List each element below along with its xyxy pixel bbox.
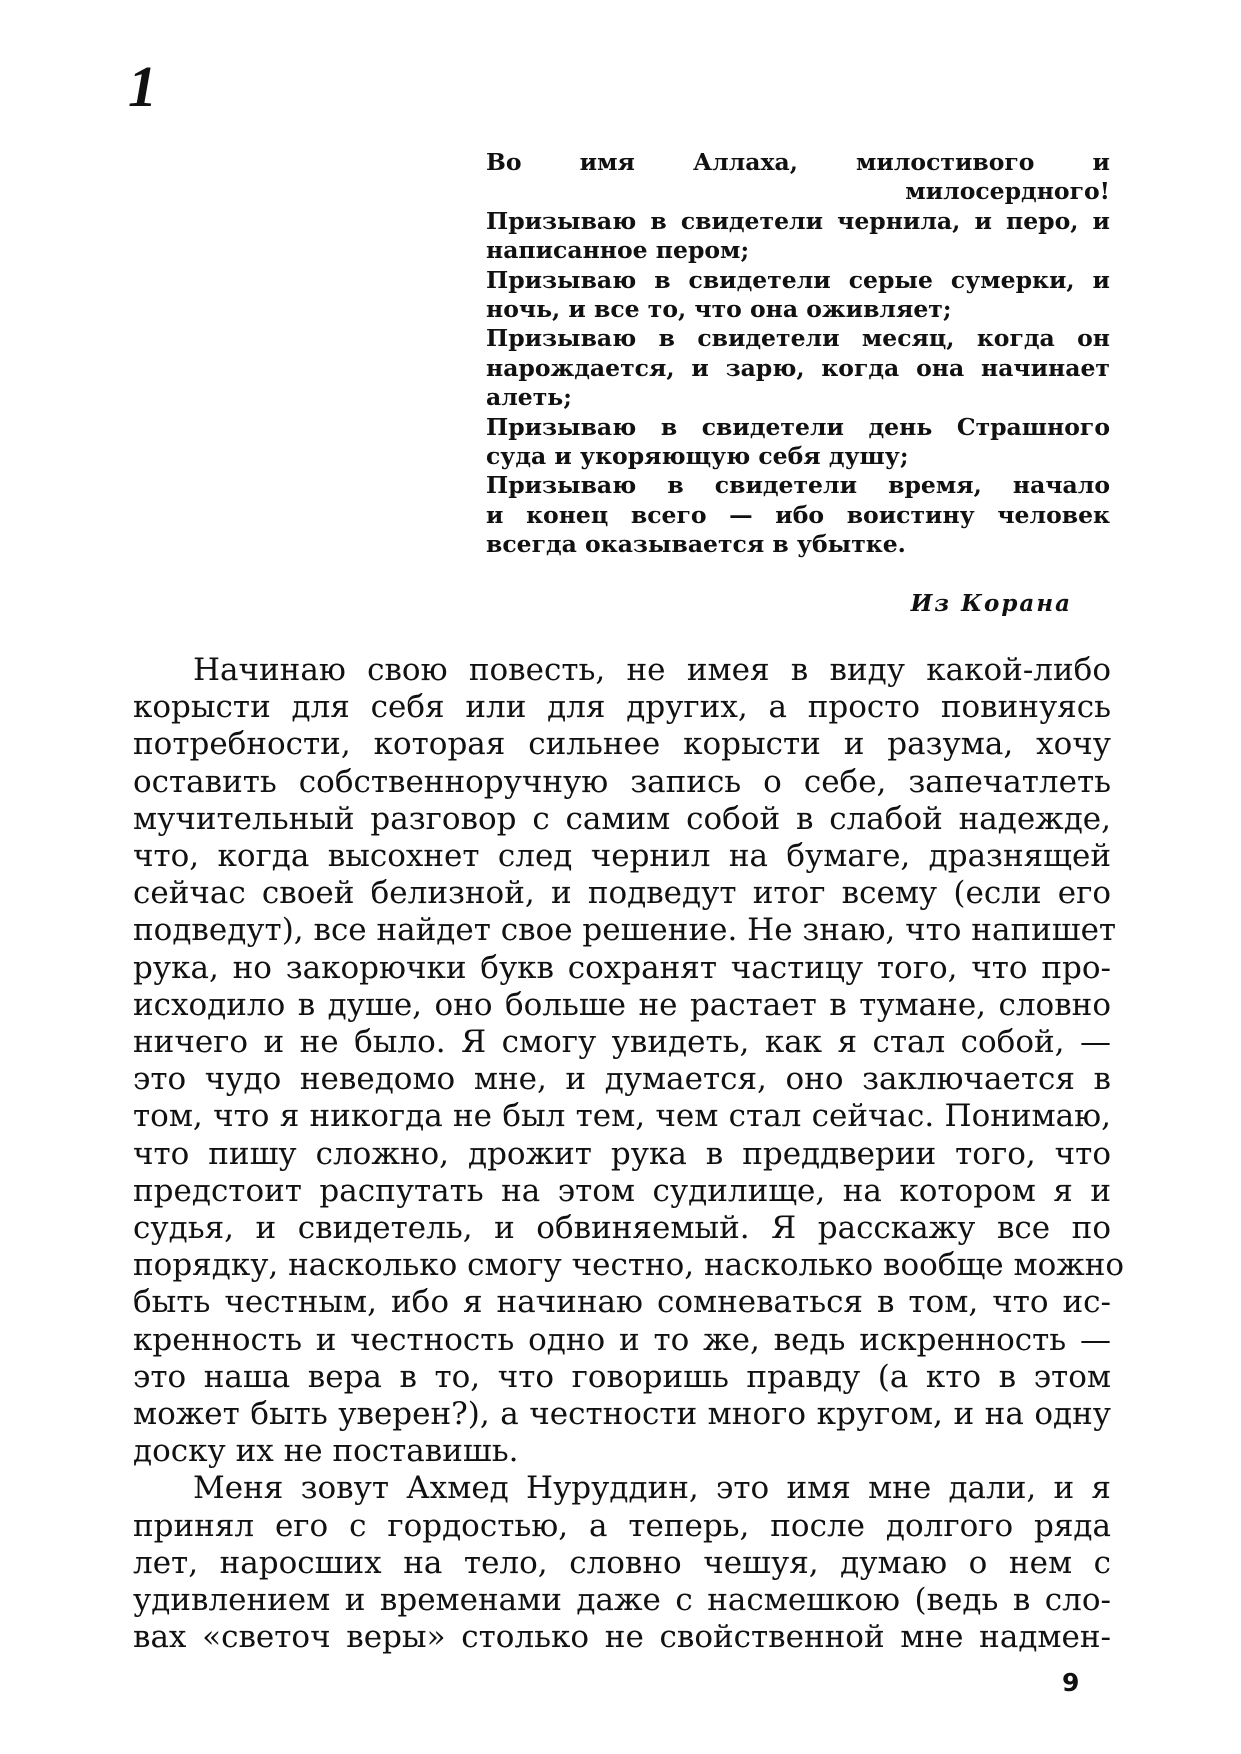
page-number: 9 [1062,1668,1080,1697]
text-line: рука, но закорючки букв сохранят частицу того, что про- [133,949,1111,986]
text-line: удивлением и временами даже с насмешкою (ведь в сло- [133,1582,1111,1619]
text-line: это наша вера в то, что говоришь правду (а кто в этом [133,1358,1111,1395]
paragraph [133,1470,1111,1656]
epigraph-line: Призываю в свидетели день Страшного [486,412,1110,441]
text-line: быть честным, ибо я начинаю сомневаться в том, что ис- [133,1284,1111,1321]
chapter-number: 1 [128,54,157,119]
epigraph-line: милосердного! [905,177,1110,206]
epigraph-source: Из Корана [910,590,1072,617]
text-line: лет, наросших на тело, словно чешуя, думаю о нем с [133,1544,1111,1581]
text-line: подведут), все найдет свое решение. Не знаю, что напишет [133,912,1117,949]
text-line: судья, и свидетель, и обвиняемый. Я расскажу все по [133,1210,1111,1247]
epigraph-line: написанное пером; [486,236,750,265]
epigraph-line: Призываю в свидетели месяц, когда он [486,324,1110,353]
epigraph-line: и конец всего — ибо воистину человек [486,500,1110,529]
text-line: доску их не поставишь. [133,1433,519,1470]
text-line: сейчас своей белизной, и подведут итог всему (если его [133,875,1111,912]
text-line: ничего и не было. Я смогу увидеть, как я стал собой, — [133,1024,1111,1061]
text-line: это чудо неведомо мне, и думается, оно заключается в [133,1061,1111,1098]
text-line: что пишу сложно, дрожит рука в преддверии того, что [133,1135,1111,1172]
body-text [133,652,1125,1656]
text-line: корысти для себя или для других, а просто повинуясь [133,689,1111,726]
epigraph-line: ночь, и все то, что она оживляет; [486,295,952,324]
epigraph-line: Призываю в свидетели время, начало [486,471,1110,500]
epigraph-line: суда и укоряющую себя душу; [486,442,909,471]
text-line: Начинаю свою повесть, не имея в виду какой-либо [193,652,1111,688]
text-line: предстоит распутать на этом судилище, на котором я и [133,1172,1111,1209]
text-line: может быть уверен?), а честности много кругом, и на одну [133,1396,1111,1433]
epigraph-line: Призываю в свидетели серые сумерки, и [486,265,1110,294]
epigraph-line: Призываю в свидетели чернила, и перо, и [486,206,1110,235]
text-line: что, когда высохнет след чернил на бумаге, дразнящей [133,838,1111,875]
text-line: оставить собственноручную запись о себе, запечатлеть [133,763,1111,800]
epigraph-line: Во имя Аллаха, милостивого и [486,148,1110,176]
text-line: принял его с гордостью, а теперь, после долгого ряда [133,1507,1111,1544]
text-line: кренность и честность одно и то же, ведь искренность — [133,1321,1111,1358]
epigraph-line: нарождается, и зарю, когда она начинает [486,353,1110,382]
text-line: исходило в душе, оно больше не растает в тумане, словно [133,986,1111,1023]
text-line: вах «светоч веры» столько не свойственной мне надмен- [133,1619,1111,1656]
epigraph-line: алеть; [486,383,572,412]
text-line: Меня зовут Ахмед Нуруддин, это имя мне дали, и я [193,1470,1111,1507]
epigraph [486,148,1110,560]
text-line: мучительный разговор с самим собой в слабой надежде, [133,800,1111,837]
text-line: том, что я никогда не был тем, чем стал сейчас. Понимаю, [133,1098,1111,1135]
epigraph-line: всегда оказывается в убытке. [486,530,906,559]
text-line: порядку, насколько смогу честно, насколько вообще можно [133,1247,1125,1284]
epigraph-verse [486,148,1110,560]
text-line: потребности, которая сильнее корысти и разума, хочу [133,726,1111,763]
paragraph [133,652,1125,1470]
